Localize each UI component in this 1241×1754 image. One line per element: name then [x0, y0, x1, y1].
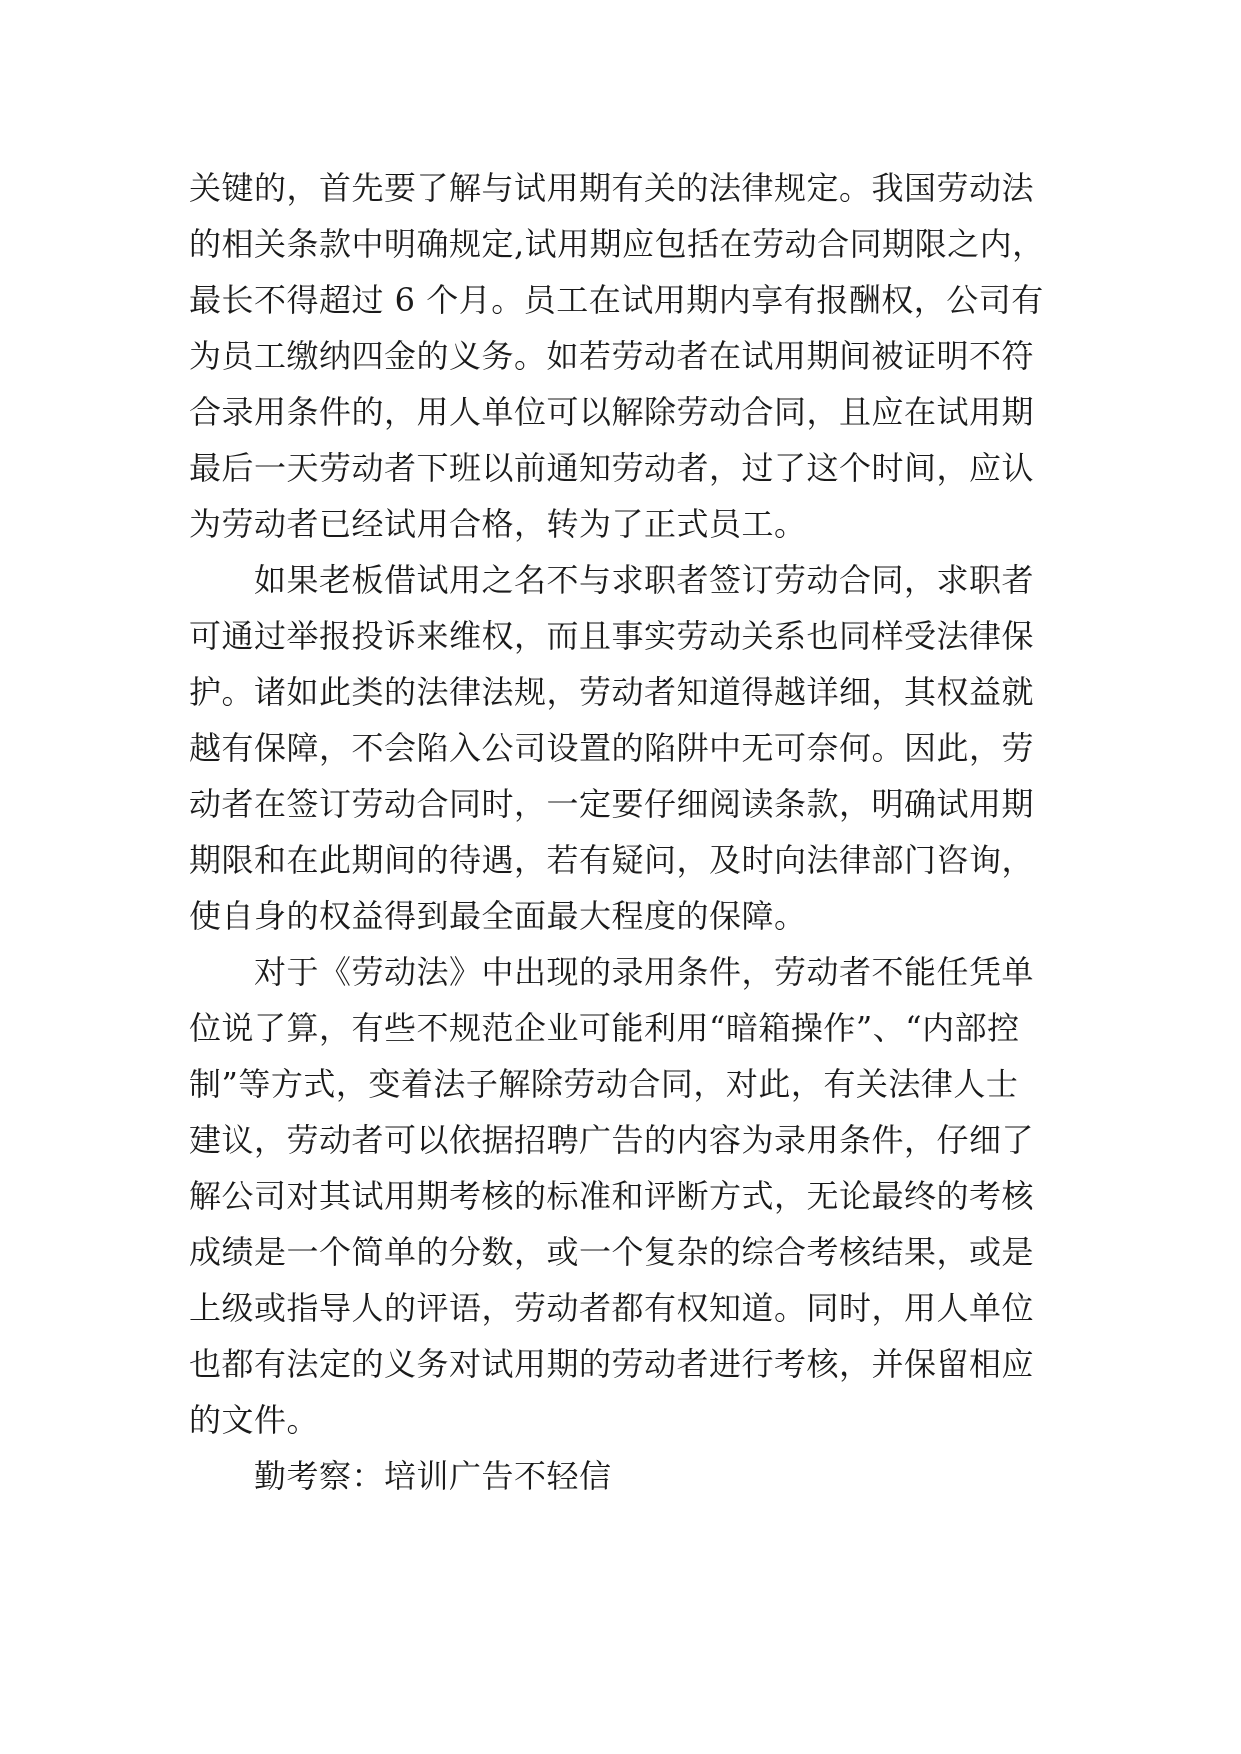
text-line-14: 使自身的权益得到最全面最大程度的保障。	[189, 897, 807, 935]
text-line-21: 上级或指导人的评语，劳动者都有权知道。同时，用人单位	[189, 1289, 1035, 1327]
text-line-2: 的相关条款中明确规定,试用期应包括在劳动合同期限之内，	[189, 225, 1045, 263]
text-line-7: 为劳动者已经试用合格，转为了正式员工。	[189, 505, 807, 543]
text-line-19: 解公司对其试用期考核的标准和评断方式，无论最终的考核	[189, 1177, 1035, 1215]
text-line-6: 最后一天劳动者下班以前通知劳动者，过了这个时间，应认	[189, 449, 1035, 487]
text-line-4: 为员工缴纳四金的义务。如若劳动者在试用期间被证明不符	[189, 337, 1035, 375]
text-line-5: 合录用条件的，用人单位可以解除劳动合同，且应在试用期	[189, 393, 1035, 431]
document-body	[189, 160, 1089, 1504]
text-line-18: 建议，劳动者可以依据招聘广告的内容为录用条件，仔细了	[189, 1121, 1035, 1159]
text-line-15: 对于《劳动法》中出现的录用条件，劳动者不能任凭单	[189, 953, 1035, 991]
text-line-22: 也都有法定的义务对试用期的劳动者进行考核，并保留相应	[189, 1345, 1035, 1383]
text-line-17: 制”等方式，变着法子解除劳动合同，对此，有关法律人士	[189, 1065, 1019, 1103]
text-line-12: 动者在签订劳动合同时，一定要仔细阅读条款，明确试用期	[189, 785, 1035, 823]
text-line-8: 如果老板借试用之名不与求职者签订劳动合同，求职者	[189, 561, 1035, 599]
text-line-9: 可通过举报投诉来维权，而且事实劳动关系也同样受法律保	[189, 617, 1035, 655]
text-line-1: 关键的，首先要了解与试用期有关的法律规定。我国劳动法	[189, 169, 1035, 207]
text-line-16: 位说了算，有些不规范企业可能利用“暗箱操作”、“内部控	[189, 1009, 1020, 1047]
section-heading: 勤考察：培训广告不轻信	[189, 1457, 612, 1495]
text-line-3: 最长不得超过 6 个月。员工在试用期内享有报酬权，公司有	[189, 281, 1044, 319]
text-line-20: 成绩是一个简单的分数，或一个复杂的综合考核结果，或是	[189, 1233, 1035, 1271]
text-line-13: 期限和在此期间的待遇，若有疑问，及时向法律部门咨询，	[189, 841, 1035, 879]
text-line-23: 的文件。	[189, 1401, 320, 1439]
text-line-11: 越有保障，不会陷入公司设置的陷阱中无可奈何。因此，劳	[189, 729, 1035, 767]
text-line-10: 护。诸如此类的法律法规，劳动者知道得越详细，其权益就	[189, 673, 1035, 711]
